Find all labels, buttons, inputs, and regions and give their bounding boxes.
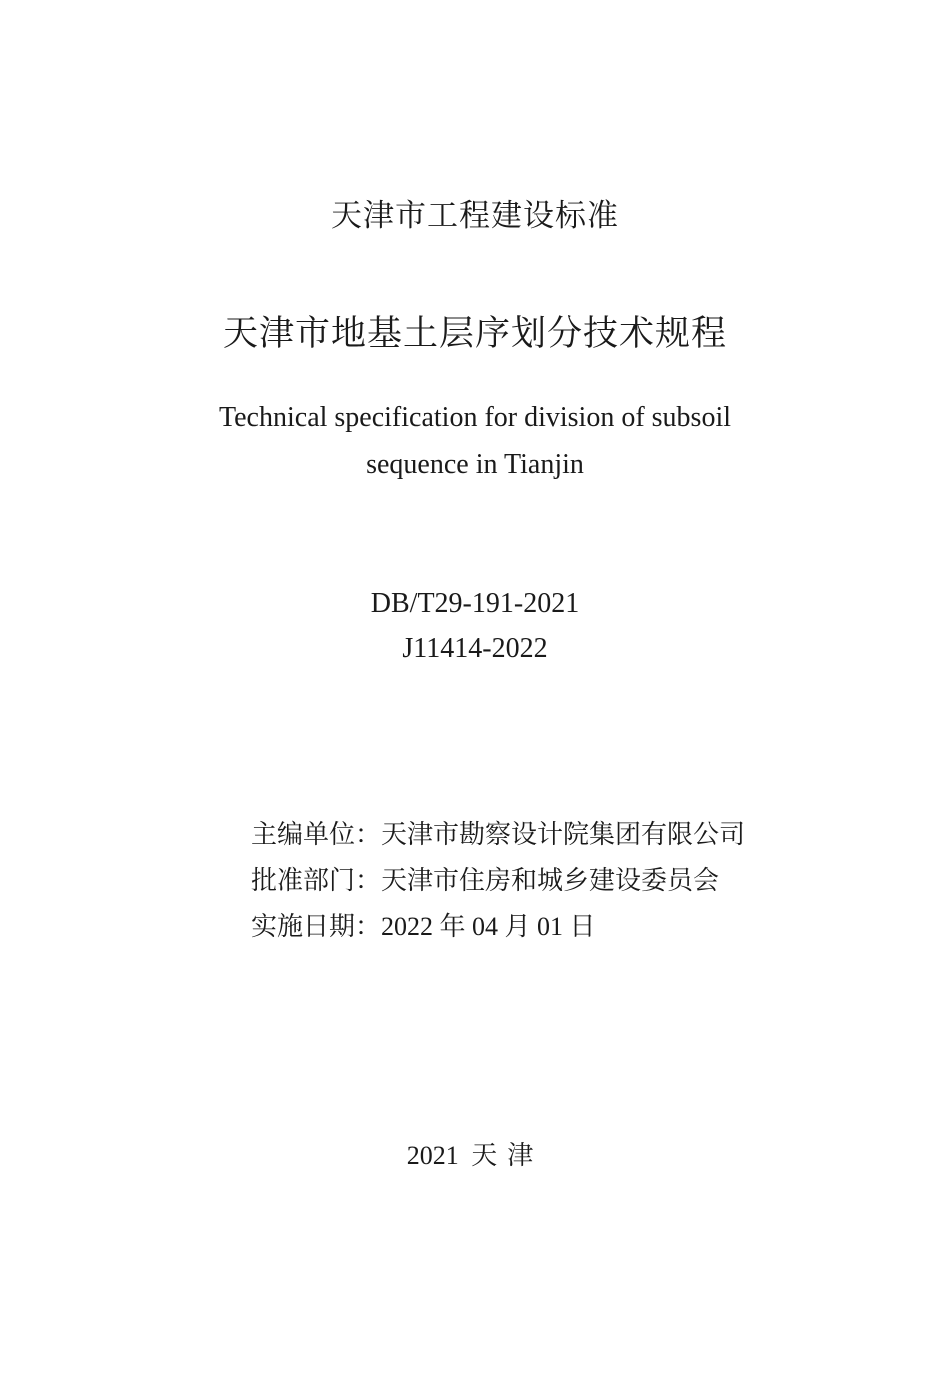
- document-title-chinese: 天津市地基土层序划分技术规程: [222, 314, 727, 354]
- publication-year: 2021: [406, 1141, 459, 1170]
- chief-editor-value: 天津市勘察设计院集团有限公司: [381, 820, 746, 849]
- record-number: J11414-2022: [402, 633, 548, 664]
- implementation-date-value: 2022 年 04 月 01 日: [381, 912, 596, 941]
- approving-department: [251, 860, 719, 897]
- implementation-date-label: 实施日期：: [251, 912, 382, 941]
- chief-editor-unit: [251, 814, 745, 851]
- series-title: 天津市工程建设标准: [331, 198, 619, 234]
- approving-department-label: 批准部门：: [251, 866, 382, 895]
- document-title-english-line2: sequence in Tianjin: [366, 449, 584, 480]
- publication-city: 天津: [471, 1141, 544, 1171]
- approving-department-value: 天津市住房和城乡建设委员会: [381, 866, 720, 895]
- document-title-english-line1: Technical specification for division of subsoil: [218, 402, 732, 433]
- publication-footer: [0, 1135, 950, 1172]
- implementation-date: [251, 906, 596, 943]
- chief-editor-label: 主编单位：: [251, 820, 382, 849]
- standard-number: DB/T29-191-2021: [370, 588, 580, 619]
